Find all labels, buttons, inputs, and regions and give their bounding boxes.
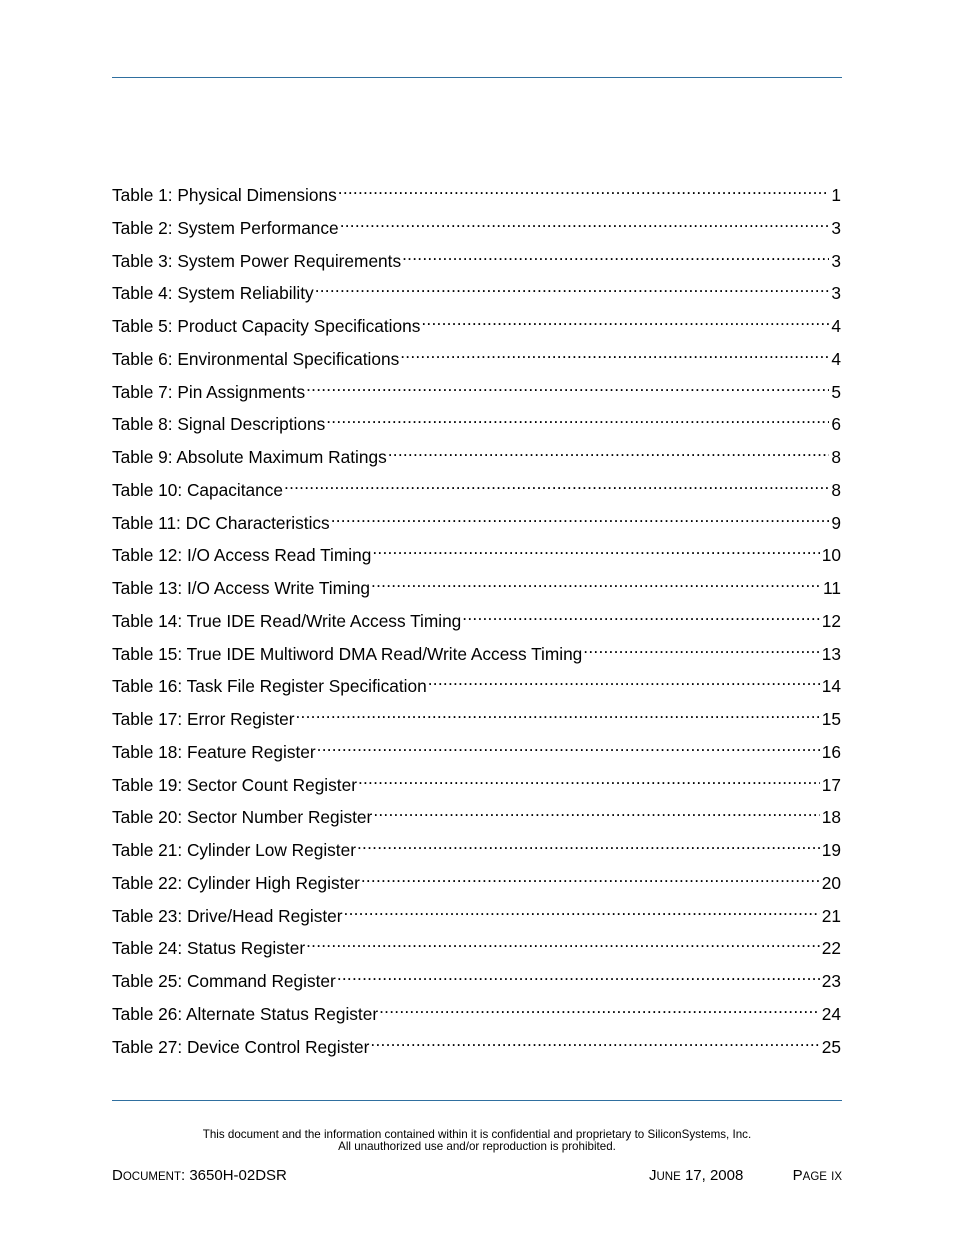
toc-entry[interactable] <box>112 405 841 438</box>
toc-entry-page: 6 <box>831 414 841 435</box>
toc-dot-leader <box>337 962 820 987</box>
toc-entry-label: Table 20: Sector Number Register <box>112 807 373 828</box>
toc-entry[interactable] <box>112 864 841 897</box>
toc-entry-page: 11 <box>823 578 841 598</box>
toc-entry[interactable] <box>112 897 841 930</box>
toc-entry-page: 22 <box>821 938 841 959</box>
toc-dot-leader <box>358 766 820 791</box>
toc-entry-page: 8 <box>831 479 841 500</box>
toc-dot-leader <box>371 569 821 594</box>
toc-entry-label: Table 19: Sector Count Register <box>112 774 357 795</box>
toc-dot-leader <box>370 1028 819 1053</box>
footer-document-rest: OCUMENT <box>122 1171 181 1183</box>
toc-dot-leader <box>357 831 820 856</box>
toc-entry[interactable] <box>112 798 841 831</box>
toc-entry-page: 3 <box>831 217 841 238</box>
toc-entry-label: Table 11: DC Characteristics <box>112 512 330 533</box>
toc-entry-label: Table 14: True IDE Read/Write Access Timing <box>112 610 462 631</box>
toc-entry[interactable] <box>112 700 841 733</box>
toc-entry-label: Table 16: Task File Register Specification <box>112 676 427 697</box>
toc-dot-leader <box>306 929 820 954</box>
toc-entry-label: Table 6: Environmental Specifications <box>112 348 400 369</box>
footer-rule <box>112 1100 842 1101</box>
toc-entry-label: Table 22: Cylinder High Register <box>112 872 360 893</box>
toc-entry-label: Table 24: Status Register <box>112 938 306 959</box>
toc-dot-leader <box>583 635 819 660</box>
toc-entry[interactable] <box>112 176 841 209</box>
toc-entry-page: 20 <box>821 872 841 893</box>
notice-line-2: All unauthorized use and/or reproduction is prohibited. <box>338 1140 616 1153</box>
toc-dot-leader <box>315 274 830 299</box>
toc-entry-page: 17 <box>821 774 841 795</box>
toc-dot-leader <box>296 700 820 725</box>
toc-entry-label: Table 5: Product Capacity Specifications <box>112 316 421 336</box>
toc-entry[interactable] <box>112 274 841 307</box>
toc-dot-leader <box>344 897 820 922</box>
footer-document-cap: D <box>112 1167 123 1184</box>
toc-entry-label: Table 27: Device Control Register <box>112 1036 370 1057</box>
toc-entry[interactable] <box>112 635 841 668</box>
toc-dot-leader <box>462 602 819 627</box>
toc-entry-page: 5 <box>831 381 841 402</box>
toc-entry-label: Table 25: Command Register <box>112 971 336 991</box>
toc-entry-page: 1 <box>831 185 841 205</box>
toc-entry[interactable] <box>112 340 841 373</box>
toc-entry-label: Table 3: System Power Requirements <box>112 250 402 271</box>
toc-entry-label: Table 18: Feature Register <box>112 741 316 762</box>
toc-entry-label: Table 7: Pin Assignments <box>112 381 306 402</box>
list-of-tables <box>112 176 841 1060</box>
toc-entry[interactable] <box>112 733 841 766</box>
toc-entry[interactable] <box>112 569 841 602</box>
toc-dot-leader <box>388 438 830 463</box>
footer-date-rest: UNE <box>656 1171 681 1183</box>
toc-dot-leader <box>372 536 819 561</box>
footer-date-cap: J <box>649 1167 657 1184</box>
toc-entry-label: Table 1: Physical Dimensions <box>112 185 337 205</box>
toc-entry-label: Table 8: Signal Descriptions <box>112 414 326 435</box>
toc-entry-page: 21 <box>821 905 841 926</box>
toc-entry[interactable] <box>112 307 841 340</box>
footer-document-value: : 3650H-02DSR <box>180 1167 287 1184</box>
toc-dot-leader <box>338 176 830 201</box>
toc-entry[interactable] <box>112 471 841 504</box>
toc-entry[interactable] <box>112 504 841 537</box>
toc-entry-label: Table 13: I/O Access Write Timing <box>112 578 371 598</box>
toc-entry[interactable] <box>112 929 841 962</box>
header-rule <box>112 77 842 78</box>
notice-line-1: This document and the information contained within it is confidential and proprietary to SiliconSystems, Inc. <box>202 1128 752 1141</box>
toc-entry[interactable] <box>112 1028 841 1061</box>
confidentiality-notice <box>112 1129 842 1153</box>
footer-page-cap: P <box>792 1167 803 1184</box>
toc-dot-leader <box>306 373 829 398</box>
toc-entry-label: Table 4: System Reliability <box>112 283 314 304</box>
toc-entry[interactable] <box>112 831 841 864</box>
toc-entry-label: Table 17: Error Register <box>112 709 295 729</box>
toc-entry-page: 13 <box>821 643 841 664</box>
toc-entry-page: 3 <box>831 250 841 271</box>
toc-dot-leader <box>340 209 830 234</box>
toc-dot-leader <box>317 733 820 758</box>
toc-dot-leader <box>361 864 820 889</box>
toc-entry-page: 19 <box>821 840 841 860</box>
toc-entry[interactable] <box>112 242 841 275</box>
toc-dot-leader <box>428 667 820 692</box>
footer-date <box>649 1167 743 1186</box>
toc-entry-page: 18 <box>821 807 841 828</box>
toc-entry-page: 4 <box>831 348 841 369</box>
toc-entry-page: 23 <box>821 971 841 991</box>
toc-entry[interactable] <box>112 209 841 242</box>
toc-entry[interactable] <box>112 438 841 471</box>
toc-entry-label: Table 2: System Performance <box>112 217 339 238</box>
toc-entry-label: Table 23: Drive/Head Register <box>112 905 343 926</box>
toc-dot-leader <box>373 798 819 823</box>
toc-entry-page: 24 <box>821 1003 841 1024</box>
toc-dot-leader <box>326 405 829 430</box>
toc-entry-page: 10 <box>821 545 841 566</box>
toc-entry-label: Table 21: Cylinder Low Register <box>112 840 356 860</box>
toc-dot-leader <box>284 471 829 496</box>
toc-entry-page: 8 <box>831 447 841 467</box>
toc-entry[interactable] <box>112 667 841 700</box>
toc-entry-label: Table 12: I/O Access Read Timing <box>112 545 372 566</box>
footer-document-number <box>112 1167 287 1186</box>
toc-entry[interactable] <box>112 766 841 799</box>
toc-dot-leader <box>402 242 829 267</box>
toc-entry[interactable] <box>112 602 841 635</box>
footer-date-value: 17, 2008 <box>680 1167 744 1184</box>
toc-dot-leader <box>331 504 830 529</box>
toc-entry-page: 9 <box>831 512 841 533</box>
toc-entry-label: Table 10: Capacitance <box>112 479 284 500</box>
toc-entry[interactable] <box>112 962 841 995</box>
toc-entry-page: 14 <box>821 676 841 697</box>
toc-entry[interactable] <box>112 373 841 406</box>
footer-page-value: IX <box>831 1171 842 1183</box>
footer-page-number <box>793 1167 842 1186</box>
toc-entry[interactable] <box>112 995 841 1028</box>
toc-dot-leader <box>379 995 820 1020</box>
toc-entry-page: 12 <box>821 610 841 631</box>
toc-dot-leader <box>400 340 829 365</box>
toc-entry-page: 15 <box>821 709 841 729</box>
toc-entry-label: Table 9: Absolute Maximum Ratings <box>112 447 387 467</box>
footer-page-rest: AGE <box>802 1171 827 1183</box>
toc-entry-label: Table 26: Alternate Status Register <box>112 1003 379 1024</box>
toc-entry-label: Table 15: True IDE Multiword DMA Read/Write Access Timing <box>112 643 583 664</box>
toc-entry-page: 16 <box>821 741 841 762</box>
toc-entry[interactable] <box>112 536 841 569</box>
toc-entry-page: 25 <box>821 1036 841 1057</box>
toc-dot-leader <box>421 307 829 332</box>
toc-entry-page: 3 <box>831 283 841 304</box>
toc-entry-page: 4 <box>831 316 841 336</box>
